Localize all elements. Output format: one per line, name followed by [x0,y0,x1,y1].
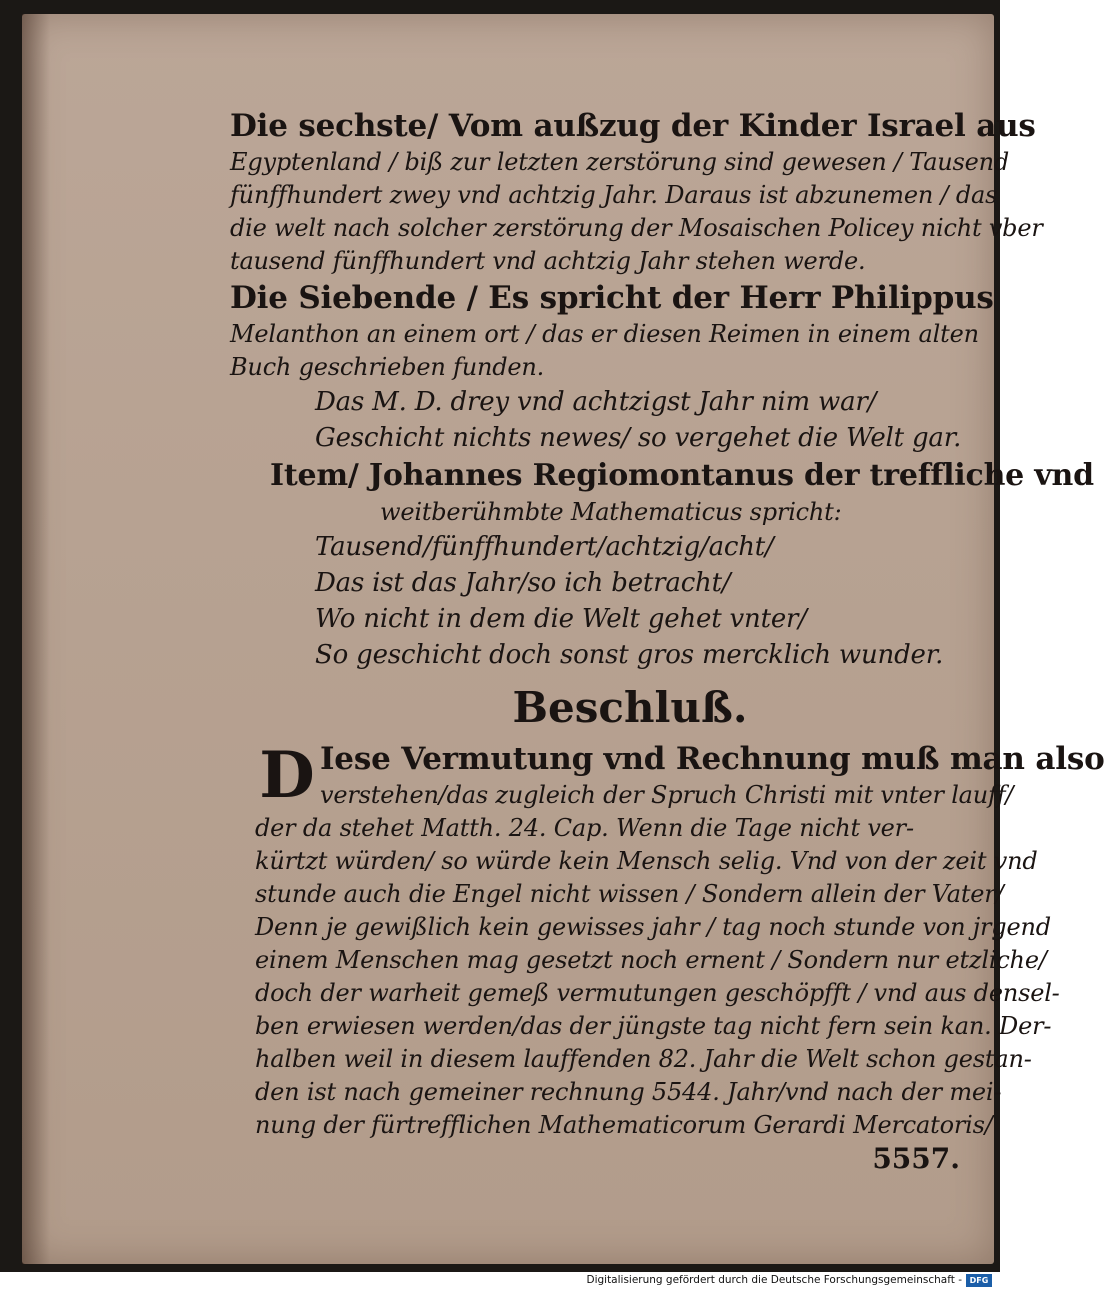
text-line: Buch geschrieben funden. [230,353,545,381]
text-line: halben weil in diesem lauffenden 82. Jahr die Welt schon gestan- [255,1045,1032,1073]
text-line: Die sechste/ Vom außzug der Kinder Israel aus [230,108,1036,144]
text-line: Egyptenland / biß zur letzten zerstörung sind gewesen / Tausend [230,148,1010,176]
section-heading: Beschluß. [512,683,748,732]
verse-line: Geschicht nichts newes/ so vergehet die Welt gar. [315,423,962,453]
text-line: kürtzt würden/ so würde kein Mensch selig. Vnd von der zeit vnd [255,847,1038,875]
drop-cap-initial: D [259,738,315,813]
text-line: Die Siebende / Es spricht der Herr Philippus [230,280,994,316]
verse-one [230,384,970,456]
text-line: verstehen/das zugleich der Spruch Christi mit vnter lauff/ [320,781,1014,809]
conclusion-paragraph [230,738,1105,1142]
verse-two [230,529,970,673]
verse-line: Das M. D. drey vnd achtzigst Jahr nim war/ [315,387,877,417]
dfg-logo-icon: DFG [966,1274,992,1287]
verse-line: Wo nicht in dem die Welt gehet vnter/ [315,604,807,634]
text-line: fünffhundert zwey vnd achtzig Jahr. Daraus ist abzunemen / das [230,181,998,209]
item-regiomontanus [230,456,1094,529]
digitization-footer [0,1272,1000,1290]
text-line: ben erwiesen werden/das der jüngste tag nicht fern sein kan. Der- [255,1012,1052,1040]
verse-line: Tausend/fünffhundert/achtzig/acht/ [315,532,774,562]
paragraph-seven [230,278,994,384]
verse-line: Das ist das Jahr/so ich betracht/ [315,568,731,598]
catchword: 5557. [872,1142,960,1175]
verse-line: So geschicht doch sonst gros mercklich wunder. [315,640,944,670]
page-text [230,106,1105,1176]
text-line: doch der warheit gemeß vermutungen geschöpfft / vnd aus densel- [255,979,1060,1007]
book-page [22,14,1105,1264]
page-gutter-shadow [22,14,50,1264]
item-heading: Item/ Johannes Regiomontanus der treffliche vnd [270,458,1094,493]
text-line: der da stehet Matth. 24. Cap. Wenn die Tage nicht ver- [255,814,914,842]
text-line: Iese Vermutung vnd Rechnung muß man also [320,741,1105,777]
text-line: den ist nach gemeiner rechnung 5544. Jahr/vnd nach der mei- [255,1078,1002,1106]
text-line: tausend fünffhundert vnd achtzig Jahr stehen werde. [230,247,866,275]
footer-credit: Digitalisierung gefördert durch die Deutsche Forschungsgemeinschaft - [586,1274,962,1286]
text-line: Denn je gewißlich kein gewisses jahr / tag noch stunde von jrgend [255,913,1051,941]
text-line: Melanthon an einem ort / das er diesen Reimen in einem alten [230,320,979,348]
text-line: die welt nach solcher zerstörung der Mosaischen Policey nicht vber [230,214,1043,242]
item-subline: weitberühmbte Mathematicus spricht: [380,498,842,526]
paragraph-six [230,106,1043,278]
text-line: stunde auch die Engel nicht wissen / Sondern allein der Vater/ [255,880,1004,908]
text-line: nung der fürtrefflichen Mathematicorum Gerardi Mercatoris/ [255,1111,993,1139]
text-line: einem Menschen mag gesetzt noch ernent / Sondern nur etzliche/ [255,946,1047,974]
